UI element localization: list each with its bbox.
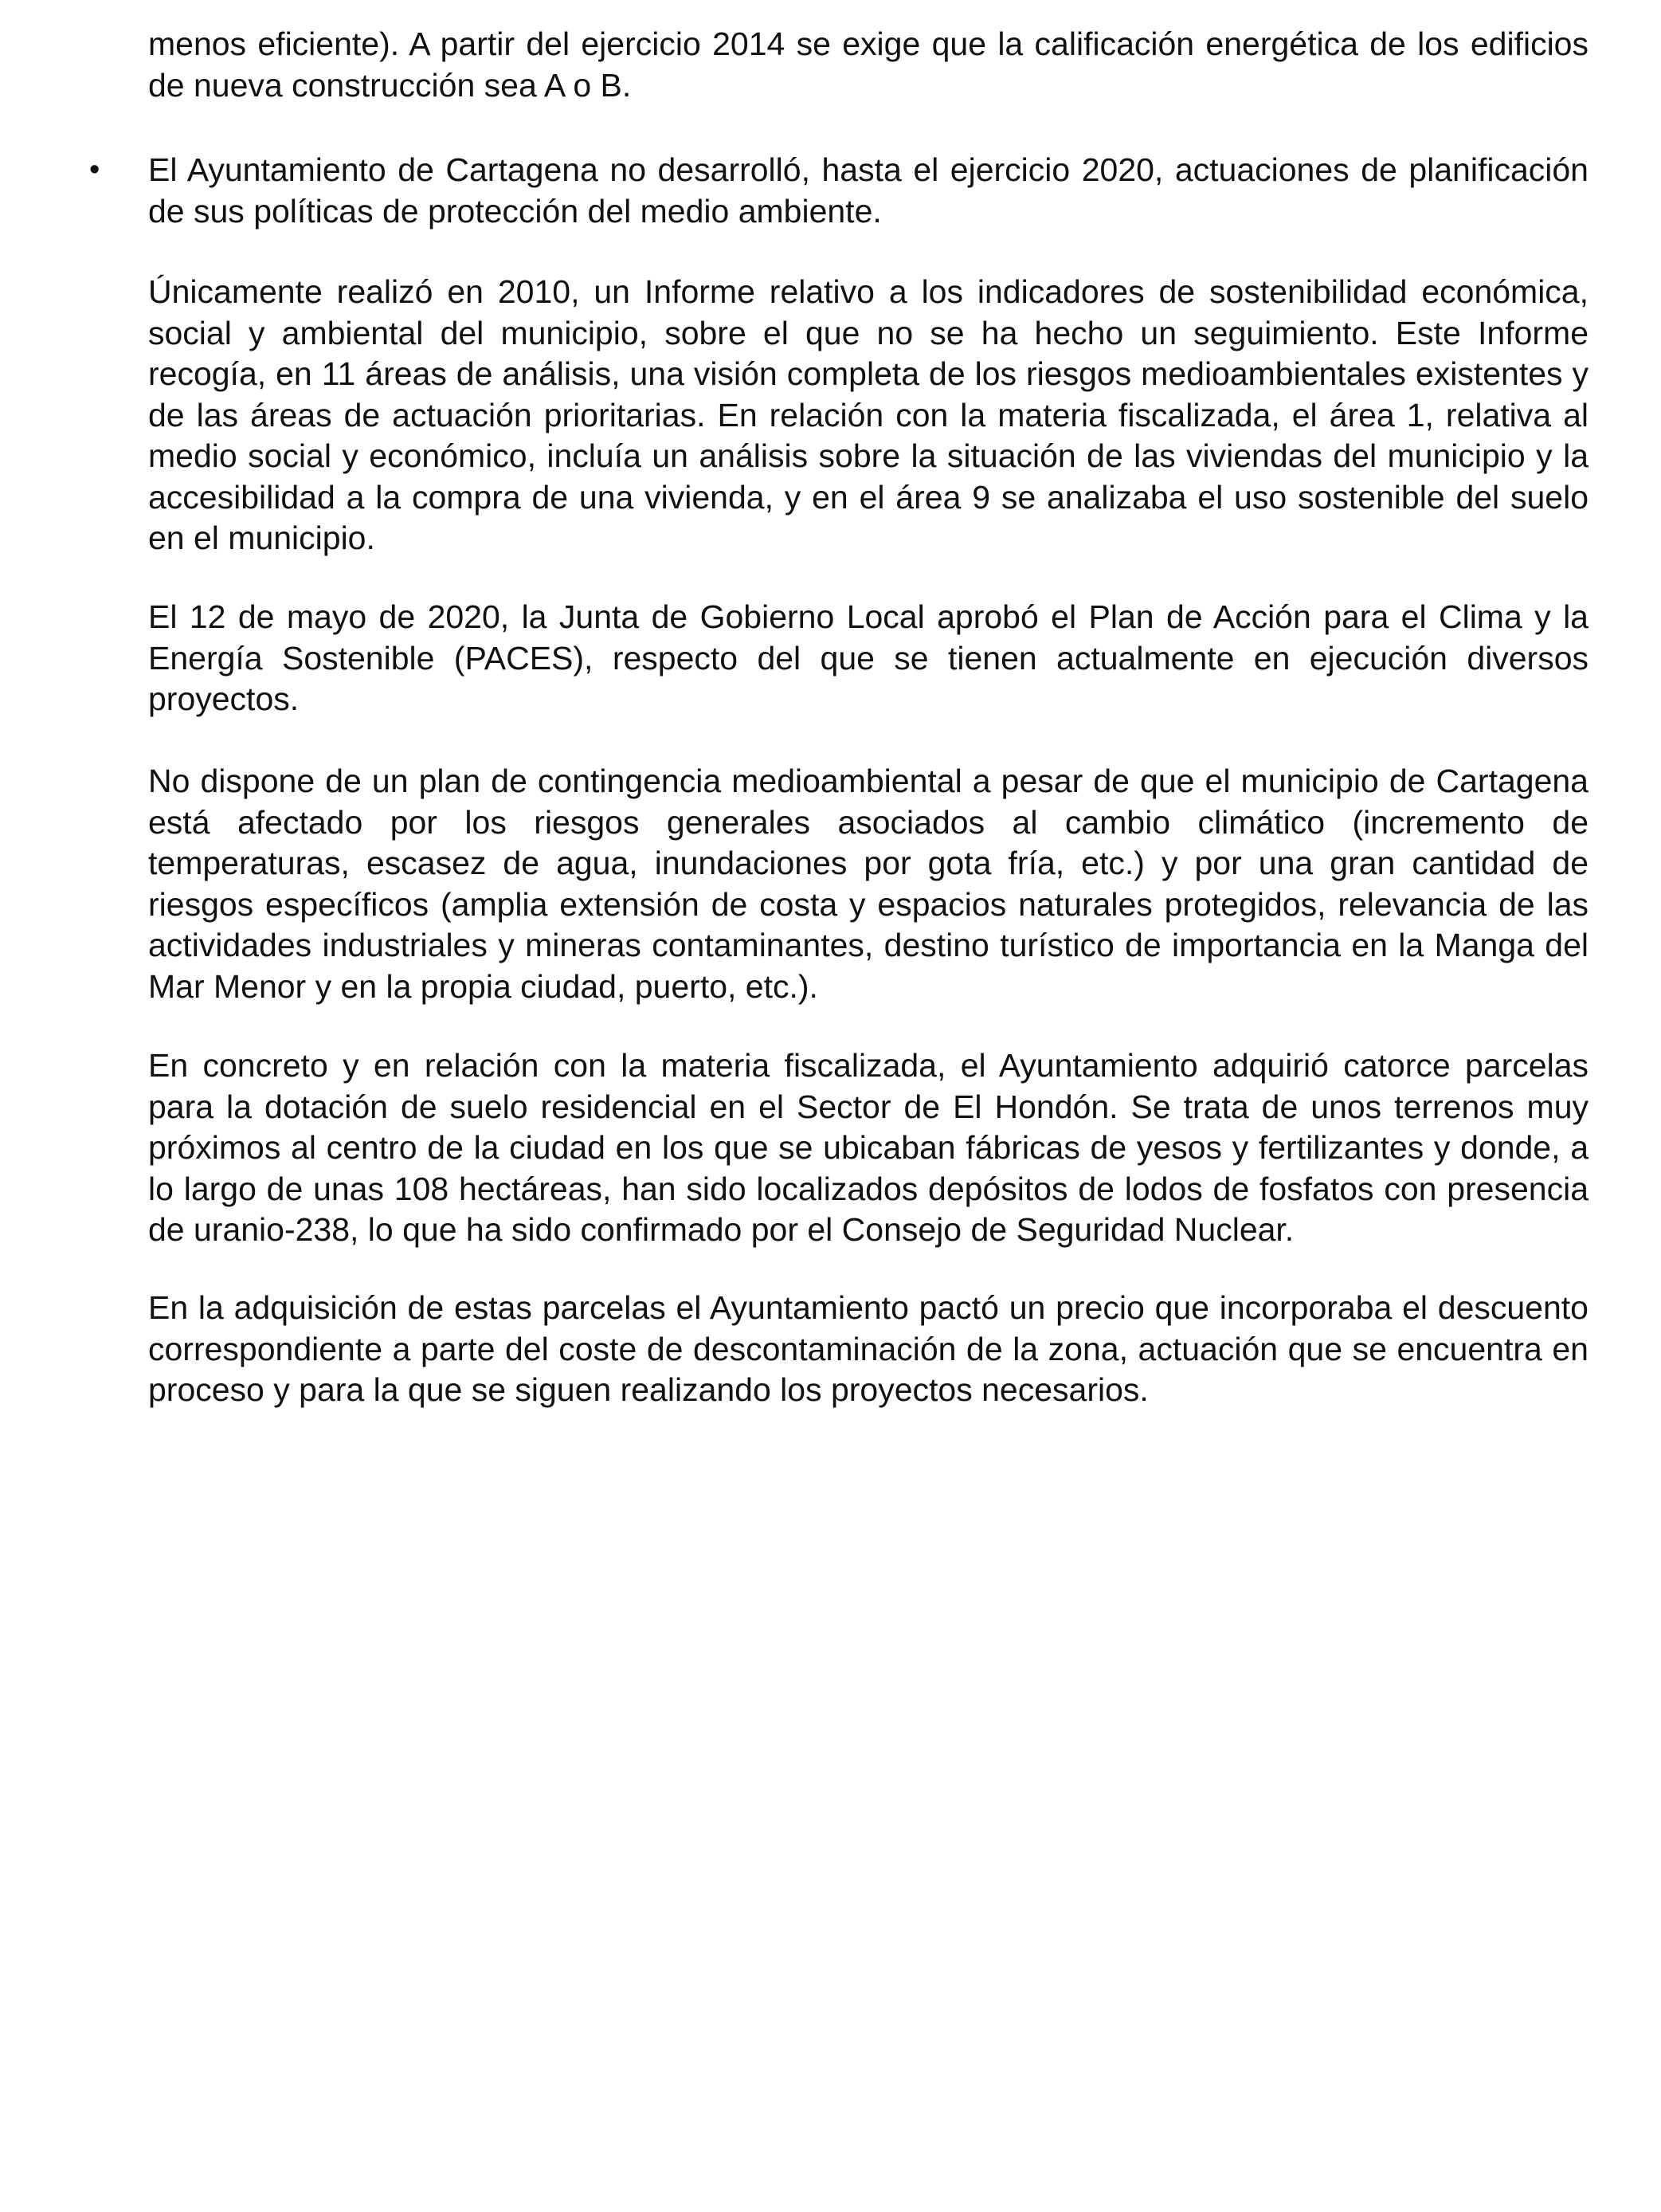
bullet-marker: • [89,153,100,186]
paragraph-energy-rating: menos eficiente). A partir del ejercicio 2014 se exige que la calificación energética de los edificios de nueva construcción sea A o B. [148,25,1589,104]
paragraph-sustainability-report: Únicamente realizó en 2010, un Informe relativo a los indicadores de sostenibilidad económica, social y ambiental del municipio, sobre el que no se ha hecho un seguimiento. Este Informe recogía, en 11 áreas de análisis, una visión completa de los riesgos medioambientales existentes y de las áreas de actuación prioritarias. En relación con la materia fiscalizada, el área 1, relativa al medio social y económico, incluía un análisis sobre la situación de las viviendas del municipio y la accesibilidad a la compra de una vivienda, y en el área 9 se analizaba el uso sostenible del suelo en el municipio. [148,273,1589,556]
paragraph-contingency-plan: No dispone de un plan de contingencia medioambiental a pesar de que el municipio de Cartagena está afectado por los riesgos generales asociados al cambio climático (incremento de temperaturas, escasez de agua, inundaciones por gota fría, etc.) y por una gran cantidad de riesgos específicos (amplia extensión de costa y espacios naturales protegidos, relevancia de las actividades industriales y mineras contaminantes, destino turístico de importancia en la Manga del Mar Menor y en la propia ciudad, puerto, etc.). [148,763,1589,1005]
paragraph-el-hondon-parcels: En concreto y en relación con la materia fiscalizada, el Ayuntamiento adquirió catorce parcelas para la dotación de suelo residencial en el Sector de El Hondón. Se trata de unos terrenos muy próximos al centro de la ciudad en los que se ubicaban fábricas de yesos y fertilizantes y donde, a lo largo de unas 108 hectáreas, han sido localizados depósitos de lodos de fosfatos con presencia de uranio-238, lo que ha sido confirmado por el Consejo de Seguridad Nuclear. [148,1047,1589,1248]
paragraph-paces-plan: El 12 de mayo de 2020, la Junta de Gobierno Local aprobó el Plan de Acción para el Clima y la Energía Sostenible (PACES), respecto del que se tienen actualmente en ejecución diversos proyectos. [148,598,1589,717]
paragraph-parcel-acquisition: En la adquisición de estas parcelas el Ayuntamiento pactó un precio que incorporaba el descuento correspondiente a parte del coste de descontaminación de la zona, actuación que se encuentra en proceso y para la que se siguen realizando los proyectos necesarios. [148,1289,1589,1408]
paragraph-no-planning: El Ayuntamiento de Cartagena no desarrolló, hasta el ejercicio 2020, actuaciones de planificación de sus políticas de protección del medio ambiente. [148,151,1589,229]
